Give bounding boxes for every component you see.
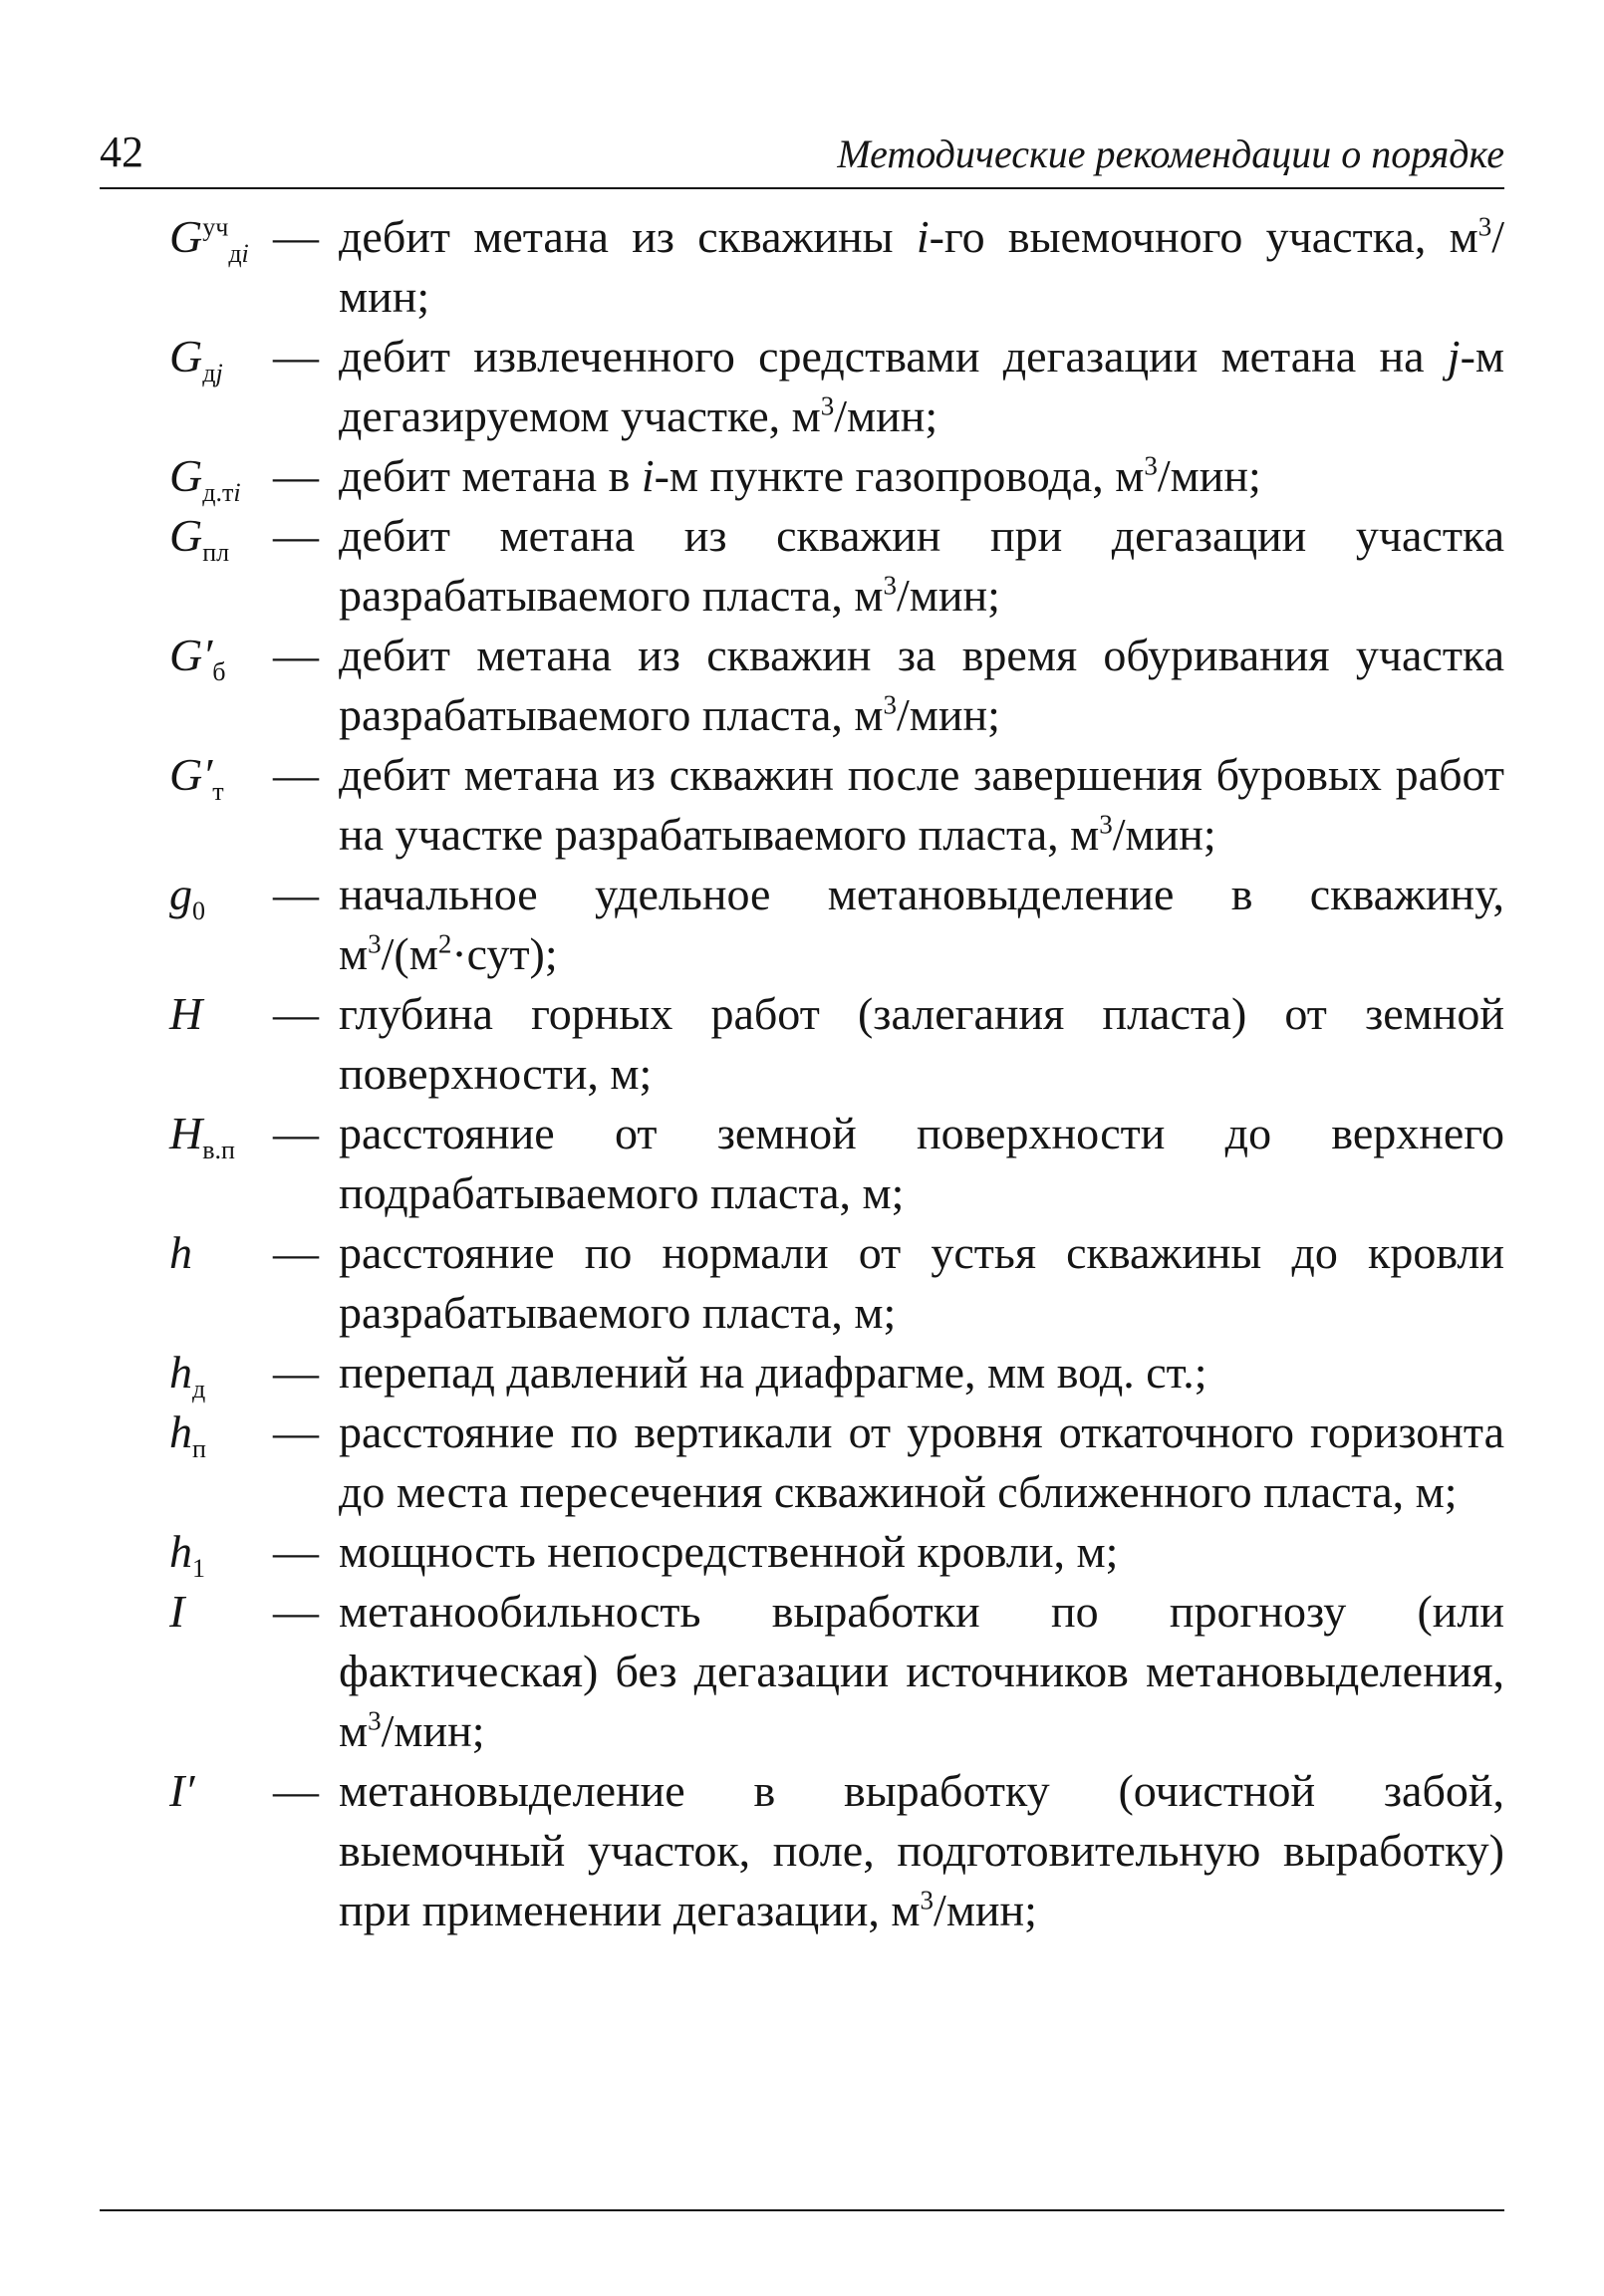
glossary-definition	[339, 984, 1504, 1104]
definition-text: /мин;	[897, 570, 1000, 621]
definition-text: начальное удельное метановыделение в скважину, м	[339, 869, 1504, 979]
glossary-symbol	[100, 865, 273, 984]
glossary-symbol	[100, 984, 273, 1104]
definition-text: дебит извлеченного средствами дегазации метана на	[339, 331, 1448, 382]
glossary-definition	[339, 1104, 1504, 1223]
glossary-definition	[339, 626, 1504, 745]
glossary-definition	[339, 1343, 1504, 1403]
unit-exponent: 3	[1099, 809, 1113, 840]
symbol-base: I′	[169, 1765, 195, 1816]
glossary-symbol	[100, 1403, 273, 1522]
glossary-symbol	[100, 327, 273, 446]
symbol-base: G	[169, 510, 203, 561]
symbol-base: I	[169, 1586, 185, 1637]
symbol-base: G′	[169, 749, 213, 800]
symbol-subscript: в.п	[202, 1136, 235, 1165]
glossary-dash: —	[273, 1526, 319, 1577]
glossary-dash: —	[273, 510, 319, 561]
unit-exponent: 3	[368, 1705, 382, 1736]
symbol-base: H	[169, 988, 203, 1039]
glossary-definition	[339, 1582, 1504, 1761]
glossary-entry	[100, 327, 1504, 446]
definition-text: дебит метана из скважин при дегазации участка разрабатываемого пласта, м	[339, 510, 1504, 621]
running-title: Методические рекомендации о порядке	[837, 131, 1504, 176]
unit-exponent: 3	[820, 390, 835, 421]
glossary-dash: —	[273, 988, 319, 1039]
glossary-dash: —	[273, 1108, 319, 1158]
definition-text: /мин;	[339, 211, 1505, 322]
glossary-definition	[339, 327, 1504, 446]
glossary-entry	[100, 446, 1504, 506]
symbol-base: h	[169, 1227, 192, 1278]
glossary-dash: —	[273, 1765, 319, 1816]
symbol-subscript: д.т	[202, 478, 234, 508]
glossary-dash: —	[273, 749, 319, 800]
definition-text: /мин;	[834, 390, 938, 441]
glossary-symbol	[100, 506, 273, 626]
definition-text: ·сут);	[451, 928, 558, 979]
index-variable: i	[641, 450, 655, 501]
symbol-subscript: д	[192, 1375, 206, 1404]
symbol-base: h	[169, 1406, 192, 1457]
definition-text: /мин;	[1112, 809, 1216, 860]
symbol-base: G	[169, 450, 203, 501]
glossary-symbol	[100, 1104, 273, 1223]
definition-text: /мин;	[1157, 450, 1261, 501]
glossary-entry	[100, 1104, 1504, 1223]
definition-text: дебит метана из скважин за время обуривания участка разрабатываемого пласта, м	[339, 630, 1504, 740]
glossary-symbol	[100, 1761, 273, 1940]
glossary-symbol	[100, 1582, 273, 1761]
glossary-entry	[100, 626, 1504, 745]
definition-text: /(м	[381, 928, 438, 979]
definition-text: расстояние по нормали от устья скважины до кровли разрабатываемого пласта, м;	[339, 1227, 1504, 1338]
definition-text: /мин;	[381, 1705, 485, 1756]
symbol-base: G	[169, 211, 203, 262]
unit-exponent: 3	[368, 928, 382, 959]
glossary-dash: —	[273, 1406, 319, 1457]
definition-text: /мин;	[897, 689, 1000, 740]
glossary-dash: —	[273, 450, 319, 501]
glossary-dash: —	[273, 630, 319, 680]
glossary-symbol	[100, 1522, 273, 1582]
symbol-subscript: 1	[192, 1554, 205, 1584]
glossary-symbol	[100, 1343, 273, 1403]
glossary-dash: —	[273, 211, 319, 262]
glossary-entry	[100, 1582, 1504, 1761]
symbol-base: G′	[169, 630, 213, 680]
glossary-definition	[339, 506, 1504, 626]
glossary-definition	[339, 1403, 1504, 1522]
unit-exponent: 3	[1477, 211, 1492, 242]
page-number: 42	[100, 128, 143, 176]
symbol-index-subscript: i	[241, 239, 249, 269]
definition-text: -го выемочного участка, м	[929, 211, 1478, 262]
unit-exponent: 3	[883, 689, 898, 720]
definition-text: дебит метана в	[339, 450, 642, 501]
definition-text: дебит метана из скважин после завершения буровых работ на участке разрабатываемого пласта, м	[339, 749, 1504, 860]
symbol-base: h	[169, 1526, 192, 1577]
glossary-definition	[339, 1761, 1504, 1940]
footer-rule	[100, 2209, 1504, 2211]
page-header	[100, 120, 1504, 189]
glossary-definition	[339, 1522, 1504, 1582]
glossary-symbol	[100, 1223, 273, 1343]
glossary-dash: —	[273, 1586, 319, 1637]
definition-text: расстояние от земной поверхности до верхнего подрабатываемого пласта, м;	[339, 1108, 1504, 1218]
definition-text: дебит метана из скважины	[339, 211, 917, 262]
symbol-base: g	[169, 869, 192, 919]
glossary-symbol	[100, 626, 273, 745]
symbol-subscript: д	[228, 239, 242, 269]
symbol-subscript: 0	[192, 896, 205, 926]
glossary-definition	[339, 865, 1504, 984]
definition-text: перепад давлений на диафрагме, мм вод. ст.;	[339, 1347, 1207, 1398]
unit-exponent: 3	[1144, 450, 1158, 481]
unit-exponent: 3	[883, 570, 898, 601]
symbol-subscript: д	[202, 359, 216, 388]
unit-exponent: 3	[920, 1885, 935, 1915]
glossary-entry	[100, 506, 1504, 626]
glossary-definition	[339, 446, 1504, 506]
glossary-definition	[339, 1223, 1504, 1343]
glossary-dash: —	[273, 331, 319, 382]
glossary-entry	[100, 207, 1504, 327]
glossary-entry	[100, 1522, 1504, 1582]
definition-text: /мин;	[934, 1885, 1037, 1935]
symbol-base: h	[169, 1347, 192, 1398]
definition-text: метановыделение в выработку (очистной забой, выемочный участок, поле, подготовительную выработку) при применении дегазации, м	[339, 1765, 1504, 1935]
symbol-index-subscript: i	[233, 478, 241, 508]
glossary-entry	[100, 984, 1504, 1104]
definition-text: глубина горных работ (залегания пласта) от земной поверхности, м;	[339, 988, 1504, 1099]
index-variable: j	[1447, 331, 1461, 382]
definition-text: -м пункте газопровода, м	[654, 450, 1145, 501]
definition-text: -м дегазируемом участке, м	[339, 331, 1504, 441]
unit-exponent: 2	[437, 928, 452, 959]
glossary-symbol	[100, 446, 273, 506]
glossary-entry	[100, 1223, 1504, 1343]
symbol-superscript: уч	[202, 212, 229, 242]
glossary-entry	[100, 1343, 1504, 1403]
symbol-subscript: т	[212, 777, 224, 807]
glossary-definition	[339, 745, 1504, 865]
symbol-subscript: п	[192, 1434, 206, 1464]
glossary-dash: —	[273, 869, 319, 919]
glossary-symbol	[100, 745, 273, 865]
glossary-definition	[339, 207, 1504, 327]
index-variable: i	[916, 211, 930, 262]
glossary-entry	[100, 745, 1504, 865]
definition-text: метанообильность выработки по прогнозу (или фактическая) без дегазации источников метановыделения, м	[339, 1586, 1504, 1756]
definition-text: расстояние по вертикали от уровня откаточного горизонта до места пересечения скважиной сближенного пласта, м;	[339, 1406, 1504, 1517]
glossary-entry	[100, 1761, 1504, 1940]
glossary-entry	[100, 1403, 1504, 1522]
symbol-subscript: б	[212, 657, 226, 687]
symbol-index-subscript: j	[215, 359, 223, 388]
glossary-symbol	[100, 207, 273, 327]
glossary-dash: —	[273, 1347, 319, 1398]
symbol-base: H	[169, 1108, 203, 1158]
glossary-dash: —	[273, 1227, 319, 1278]
definition-text: мощность непосредственной кровли, м;	[339, 1526, 1119, 1577]
glossary-entry	[100, 865, 1504, 984]
symbol-subscript: пл	[202, 538, 230, 568]
glossary-list	[100, 207, 1504, 1940]
symbol-base: G	[169, 331, 203, 382]
